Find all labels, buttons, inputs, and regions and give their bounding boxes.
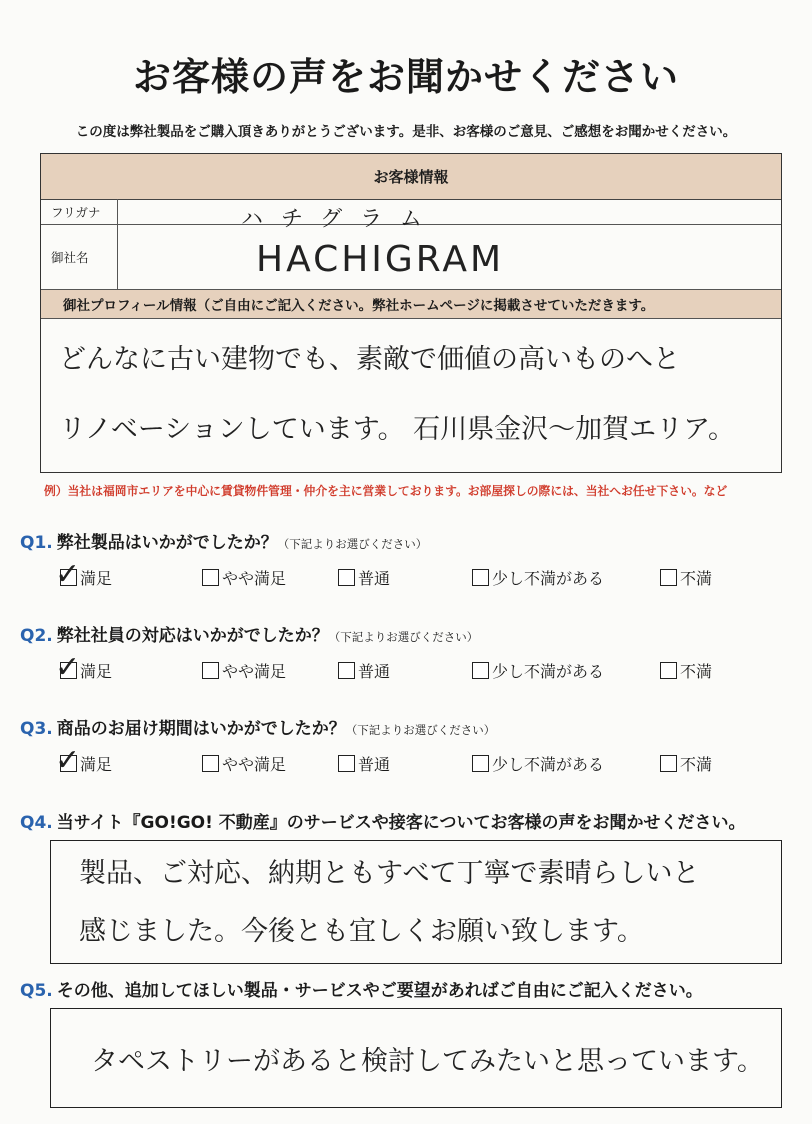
- option-label: 普通: [358, 569, 391, 588]
- q3-option-2[interactable]: [202, 752, 286, 775]
- q1-number: Q1.: [20, 533, 53, 553]
- q5-answer-box[interactable]: [50, 1008, 782, 1108]
- q2-option-3[interactable]: [338, 659, 390, 682]
- q2-title: [20, 621, 478, 646]
- checkbox[interactable]: [202, 662, 219, 679]
- checkmark-icon: ✓: [55, 557, 81, 592]
- q2-option-1[interactable]: [55, 650, 113, 685]
- option-label: やや満足: [222, 569, 287, 588]
- checkmark-icon: ✓: [55, 743, 81, 778]
- checkbox[interactable]: [55, 743, 81, 778]
- furigana-value[interactable]: ハチグラム: [241, 207, 440, 232]
- q5-answer-line-1: タペストリーがあると検討してみたいと思っています。: [91, 1046, 764, 1077]
- q5-text: その他、追加してほしい製品・サービスやご要望があればご自由にご記入ください。: [56, 981, 703, 1001]
- checkbox[interactable]: [472, 755, 489, 772]
- q4-answer-line-2: 感じました。今後とも宜しくお願い致します。: [79, 916, 644, 947]
- option-label: 不満: [680, 755, 713, 774]
- q3-text: 商品のお届け期間はいかがでしたか？: [56, 719, 346, 739]
- customer-info-header: お客様情報: [41, 154, 781, 200]
- option-label: 満足: [80, 569, 113, 588]
- q2-option-2[interactable]: [202, 659, 286, 682]
- company-name-label: 御社名: [51, 249, 89, 265]
- option-label: 満足: [80, 662, 113, 681]
- option-label: やや満足: [222, 662, 287, 681]
- q3-option-4[interactable]: [472, 752, 604, 775]
- q4-title: [20, 808, 745, 833]
- q1-note: （下記よりお選びください）: [277, 537, 428, 551]
- q1-option-4[interactable]: [472, 566, 604, 589]
- q2-options: [0, 650, 812, 689]
- q1-option-2[interactable]: [202, 566, 286, 589]
- q4-answer-line-1: 製品、ご対応、納期ともすべて丁寧で素晴らしいと: [79, 858, 700, 889]
- page-subtitle: この度は弊社製品をご購入頂きありがとうございます。是非、お客様のご意見、ご感想をお聞かせください。: [75, 124, 737, 140]
- option-label: 少し不満がある: [492, 569, 605, 588]
- profile-text-line-1[interactable]: どんなに古い建物でも、素敵で価値の高いものへと: [59, 344, 680, 375]
- checkbox[interactable]: [202, 755, 219, 772]
- q5-title: [20, 976, 703, 1001]
- q1-option-1[interactable]: [55, 557, 113, 592]
- customer-info-table: [40, 153, 782, 473]
- checkbox[interactable]: [472, 662, 489, 679]
- profile-text-line-2[interactable]: リノベーションしています。 石川県金沢〜加賀エリア。: [59, 414, 736, 445]
- option-label: 不満: [680, 569, 713, 588]
- q2-option-5[interactable]: [660, 659, 712, 682]
- company-name-value[interactable]: HACHIGRAM: [256, 239, 505, 280]
- page-title: お客様の声をお聞かせください: [132, 55, 679, 99]
- checkbox[interactable]: [202, 569, 219, 586]
- option-label: 普通: [358, 662, 391, 681]
- profile-header: 御社プロフィール情報（ご自由にご記入ください。弊社ホームページに掲載させていただきます。: [41, 289, 781, 319]
- q2-option-4[interactable]: [472, 659, 604, 682]
- q4-text: 当サイト『GO!GO! 不動産』のサービスや接客についてお客様の声をお聞かせください。: [56, 813, 746, 833]
- q2-number: Q2.: [20, 626, 53, 646]
- option-label: やや満足: [222, 755, 287, 774]
- checkbox[interactable]: [55, 650, 81, 685]
- q3-title: [20, 714, 495, 739]
- q2-note: （下記よりお選びください）: [328, 630, 479, 644]
- option-label: 不満: [680, 662, 713, 681]
- q1-title: [20, 528, 427, 553]
- option-label: 少し不満がある: [492, 755, 605, 774]
- option-label: 普通: [358, 755, 391, 774]
- checkmark-icon: ✓: [55, 650, 81, 685]
- q4-number: Q4.: [20, 813, 53, 833]
- checkbox[interactable]: [660, 569, 677, 586]
- q3-note: （下記よりお選びください）: [345, 723, 496, 737]
- example-note: 例）当社は福岡市エリアを中心に賃貸物件管理・仲介を主に営業しております。お部屋探しの際には、当社へお任せ下さい。など: [44, 484, 728, 498]
- q3-option-1[interactable]: [55, 743, 113, 778]
- q1-options: [0, 557, 812, 596]
- checkbox[interactable]: [55, 557, 81, 592]
- q4-answer-box[interactable]: [50, 840, 782, 964]
- q3-option-5[interactable]: [660, 752, 712, 775]
- q3-number: Q3.: [20, 719, 53, 739]
- checkbox[interactable]: [660, 662, 677, 679]
- q5-number: Q5.: [20, 981, 53, 1001]
- furigana-label: フリガナ: [51, 204, 101, 220]
- q3-option-3[interactable]: [338, 752, 390, 775]
- checkbox[interactable]: [338, 569, 355, 586]
- checkbox[interactable]: [338, 755, 355, 772]
- q2-text: 弊社社員の対応はいかがでしたか？: [56, 626, 329, 646]
- option-label: 少し不満がある: [492, 662, 605, 681]
- option-label: 満足: [80, 755, 113, 774]
- checkbox[interactable]: [472, 569, 489, 586]
- q3-options: [0, 743, 812, 782]
- q1-option-3[interactable]: [338, 566, 390, 589]
- q1-text: 弊社製品はいかがでしたか？: [56, 533, 278, 553]
- checkbox[interactable]: [338, 662, 355, 679]
- q1-option-5[interactable]: [660, 566, 712, 589]
- checkbox[interactable]: [660, 755, 677, 772]
